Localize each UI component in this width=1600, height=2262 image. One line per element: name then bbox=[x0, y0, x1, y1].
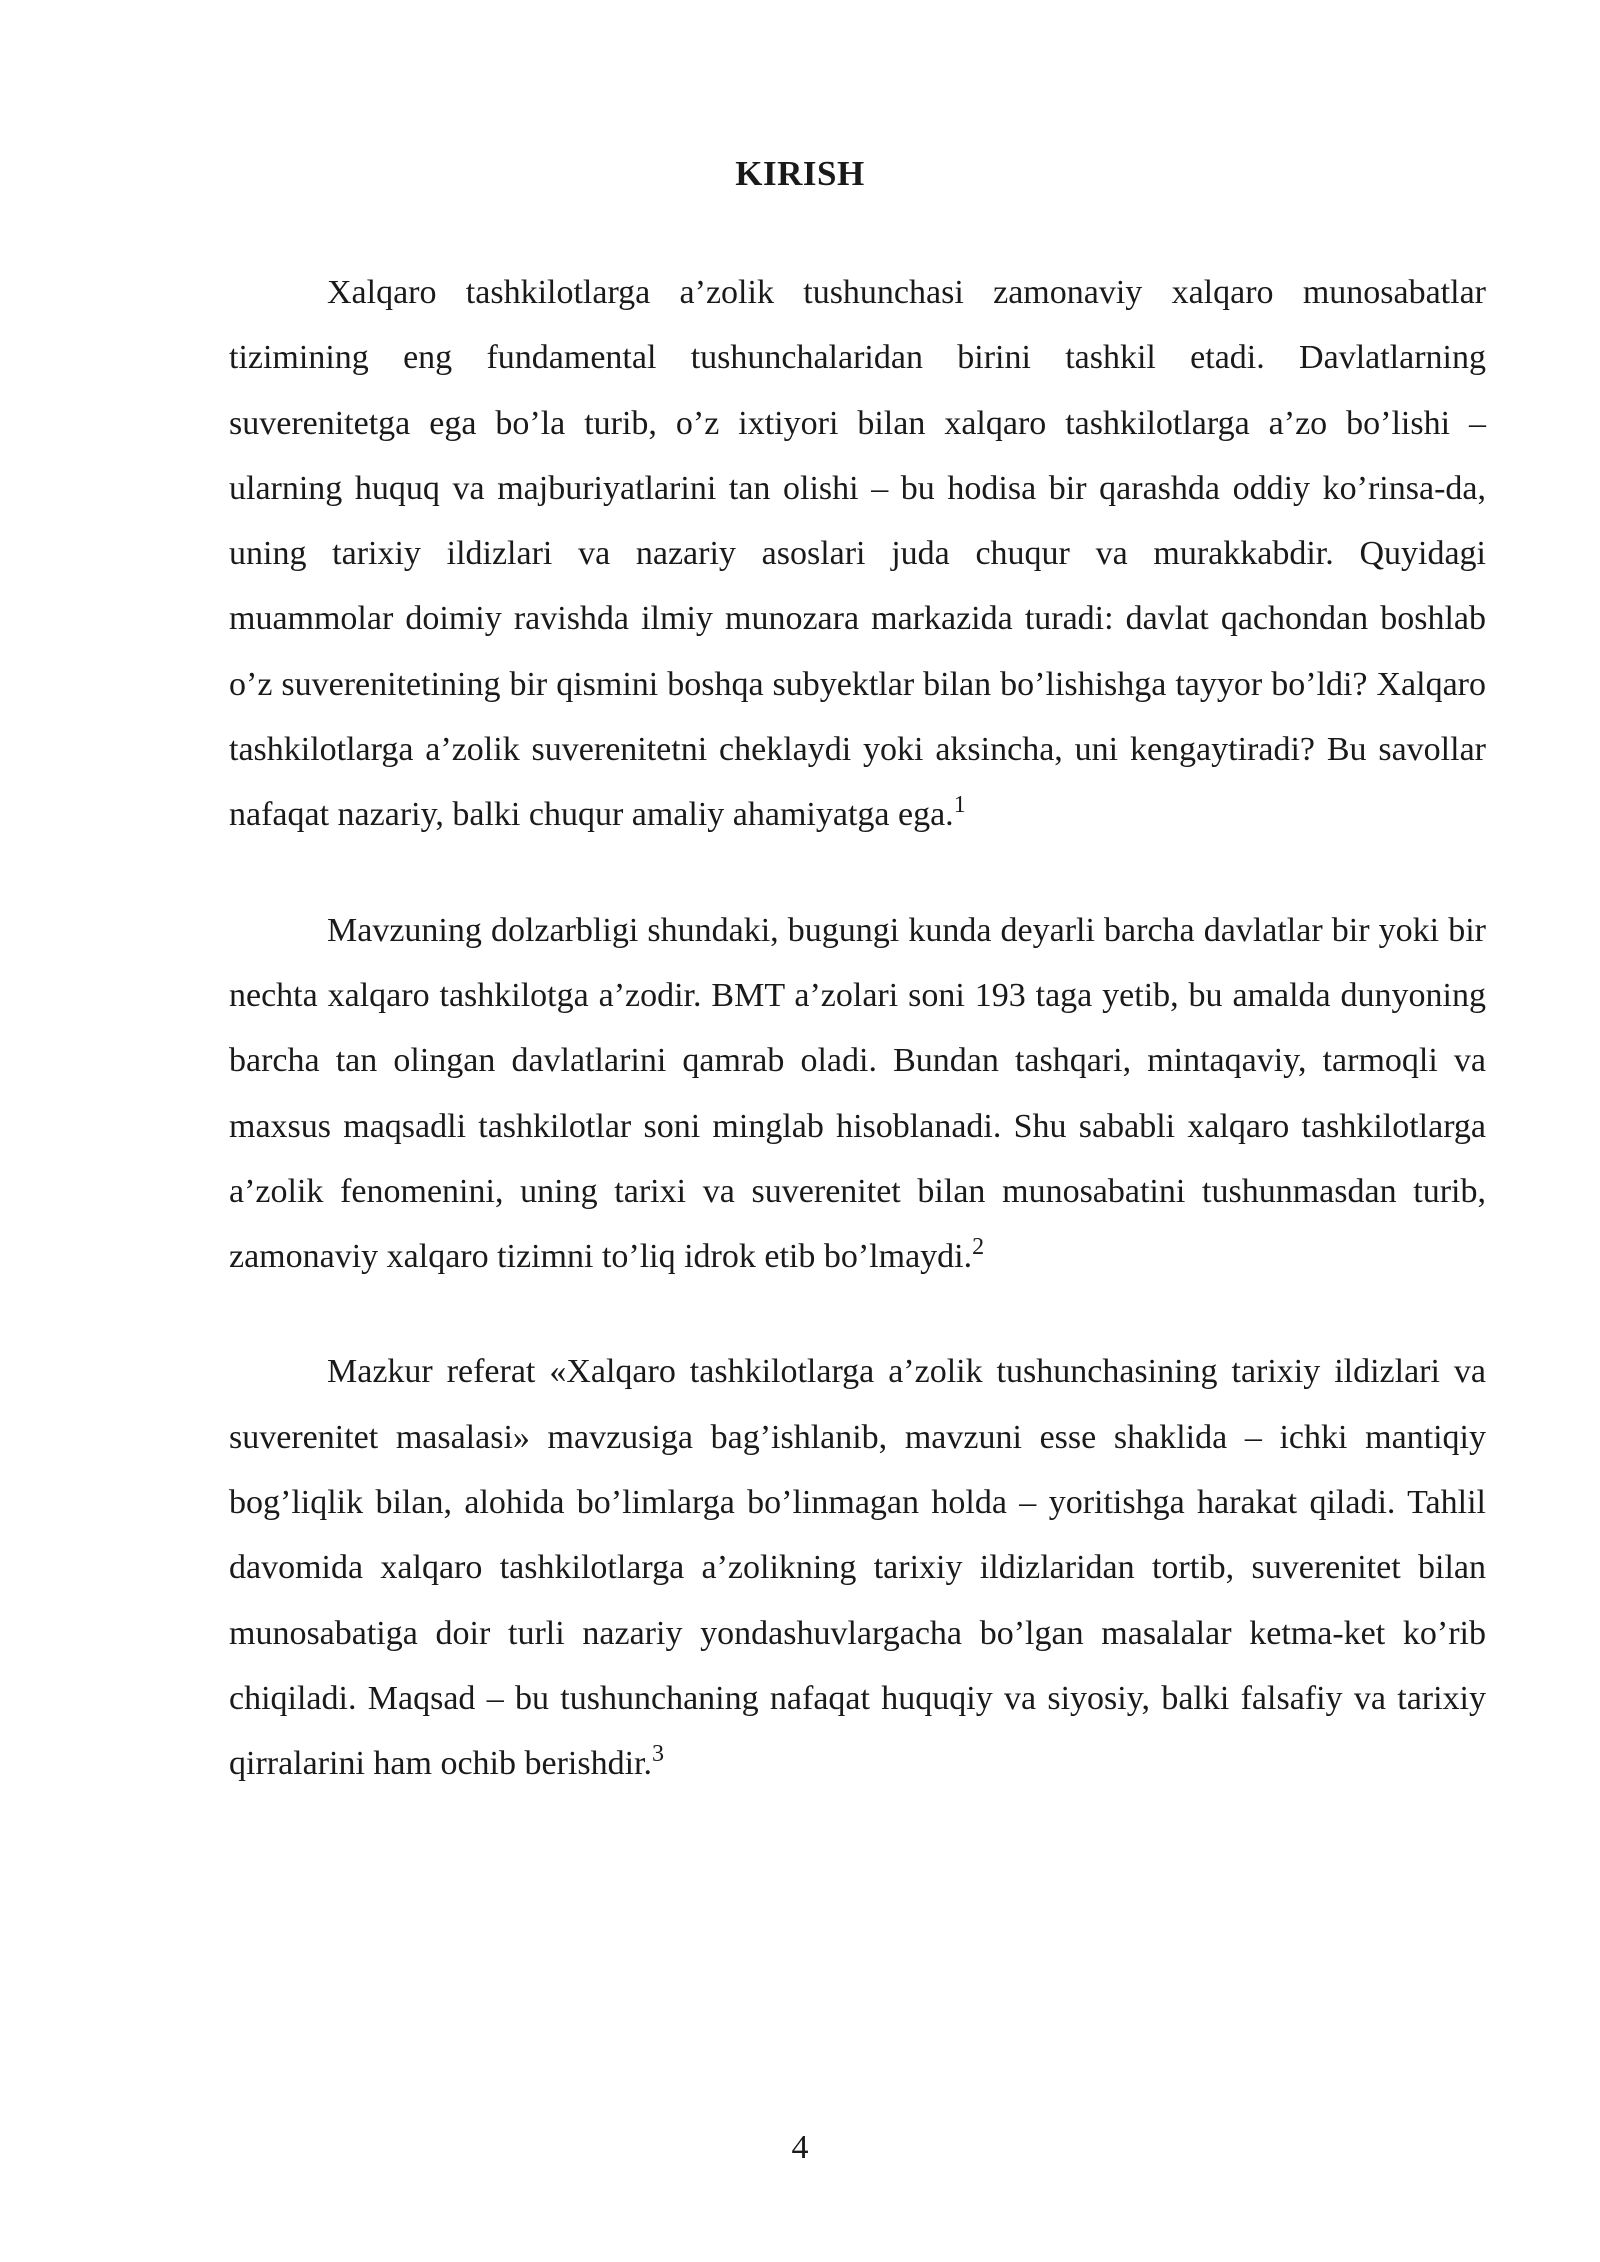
paragraph-3 bbox=[229, 1339, 1486, 1796]
paragraph-text: Xalqaro tashkilotlarga a’zolik tushunchasi zamonaviy xalqaro munosabatlar tizimining eng fundamental tushunchalaridan birini tashkil etadi. Davlatlarning suverenitetga ega bo’la turib, o’z ixtiyori bilan xalqaro tashkilotlarga a’zo bo’lishi – ularning huquq va majburiyatlarini tan olishi – bu hodisa bir qarashda oddiy ko’rinsa-da, uning tarixiy ildizlari va nazariy asoslari juda chuqur va murakkabdir. Quyidagi muammolar doimiy ravishda ilmiy munozara markazida turadi: davlat qachondan boshlab o’z suverenitetining bir qismini boshqa subyektlar bilan bo’lishishga tayyor bo’ldi? Xalqaro tashkilotlarga a’zolik suverenitetni cheklaydi yoki aksincha, uni kengaytiradi? Bu savollar nafaqat nazariy, balki chuqur amaliy ahamiyatga ega. bbox=[229, 274, 1486, 834]
paragraph-1 bbox=[229, 260, 1486, 848]
footnote-marker[interactable]: 2 bbox=[972, 1233, 985, 1260]
body-text bbox=[229, 260, 1486, 1847]
paragraph-text: Mavzuning dolzarbligi shundaki, bugungi kunda deyarli barcha davlatlar bir yoki bir nechta xalqaro tashkilotga a’zodir. BMT a’zolari soni 193 taga yetib, bu amalda dunyoning barcha tan olingan davlatlarini qamrab oladi. Bundan tashqari, mintaqaviy, tarmoqli va maxsus maqsadli tashkilotlar soni minglab hisoblanadi. Shu sababli xalqaro tashkilotlarga a’zolik fenomenini, uning tarixi va suverenitet bilan munosabatini tushunmasdan turib, zamonaviy xalqaro tizimni to’liq idrok etib bo’lmaydi. bbox=[229, 911, 1486, 1276]
paragraph-2 bbox=[229, 898, 1486, 1290]
paragraph-text: Mazkur referat «Xalqaro tashkilotlarga a’zolik tushunchasining tarixiy ildizlari va suverenitet masalasi» mavzusiga bag’ishlanib, mavzuni esse shaklida – ichki mantiqiy bog’liqlik bilan, alohida bo’limlarga bo’linmagan holda – yoritishga harakat qiladi. Tahlil davomida xalqaro tashkilotlarga a’zolikning tarixiy ildizlaridan tortib, suverenitet bilan munosabatiga doir turli nazariy yondashuvlargacha bo’lgan masalalar ketma-ket ko’rib chiqiladi. Maqsad – bu tushunchaning nafaqat huquqiy va siyosiy, balki falsafiy va tarixiy qirralarini ham ochib berishdir. bbox=[229, 1353, 1486, 1783]
footnote-marker[interactable]: 1 bbox=[953, 792, 966, 819]
page-title: KIRISH bbox=[735, 154, 865, 193]
page-number: 4 bbox=[791, 2129, 809, 2166]
footnote-marker[interactable]: 3 bbox=[652, 1741, 664, 1768]
